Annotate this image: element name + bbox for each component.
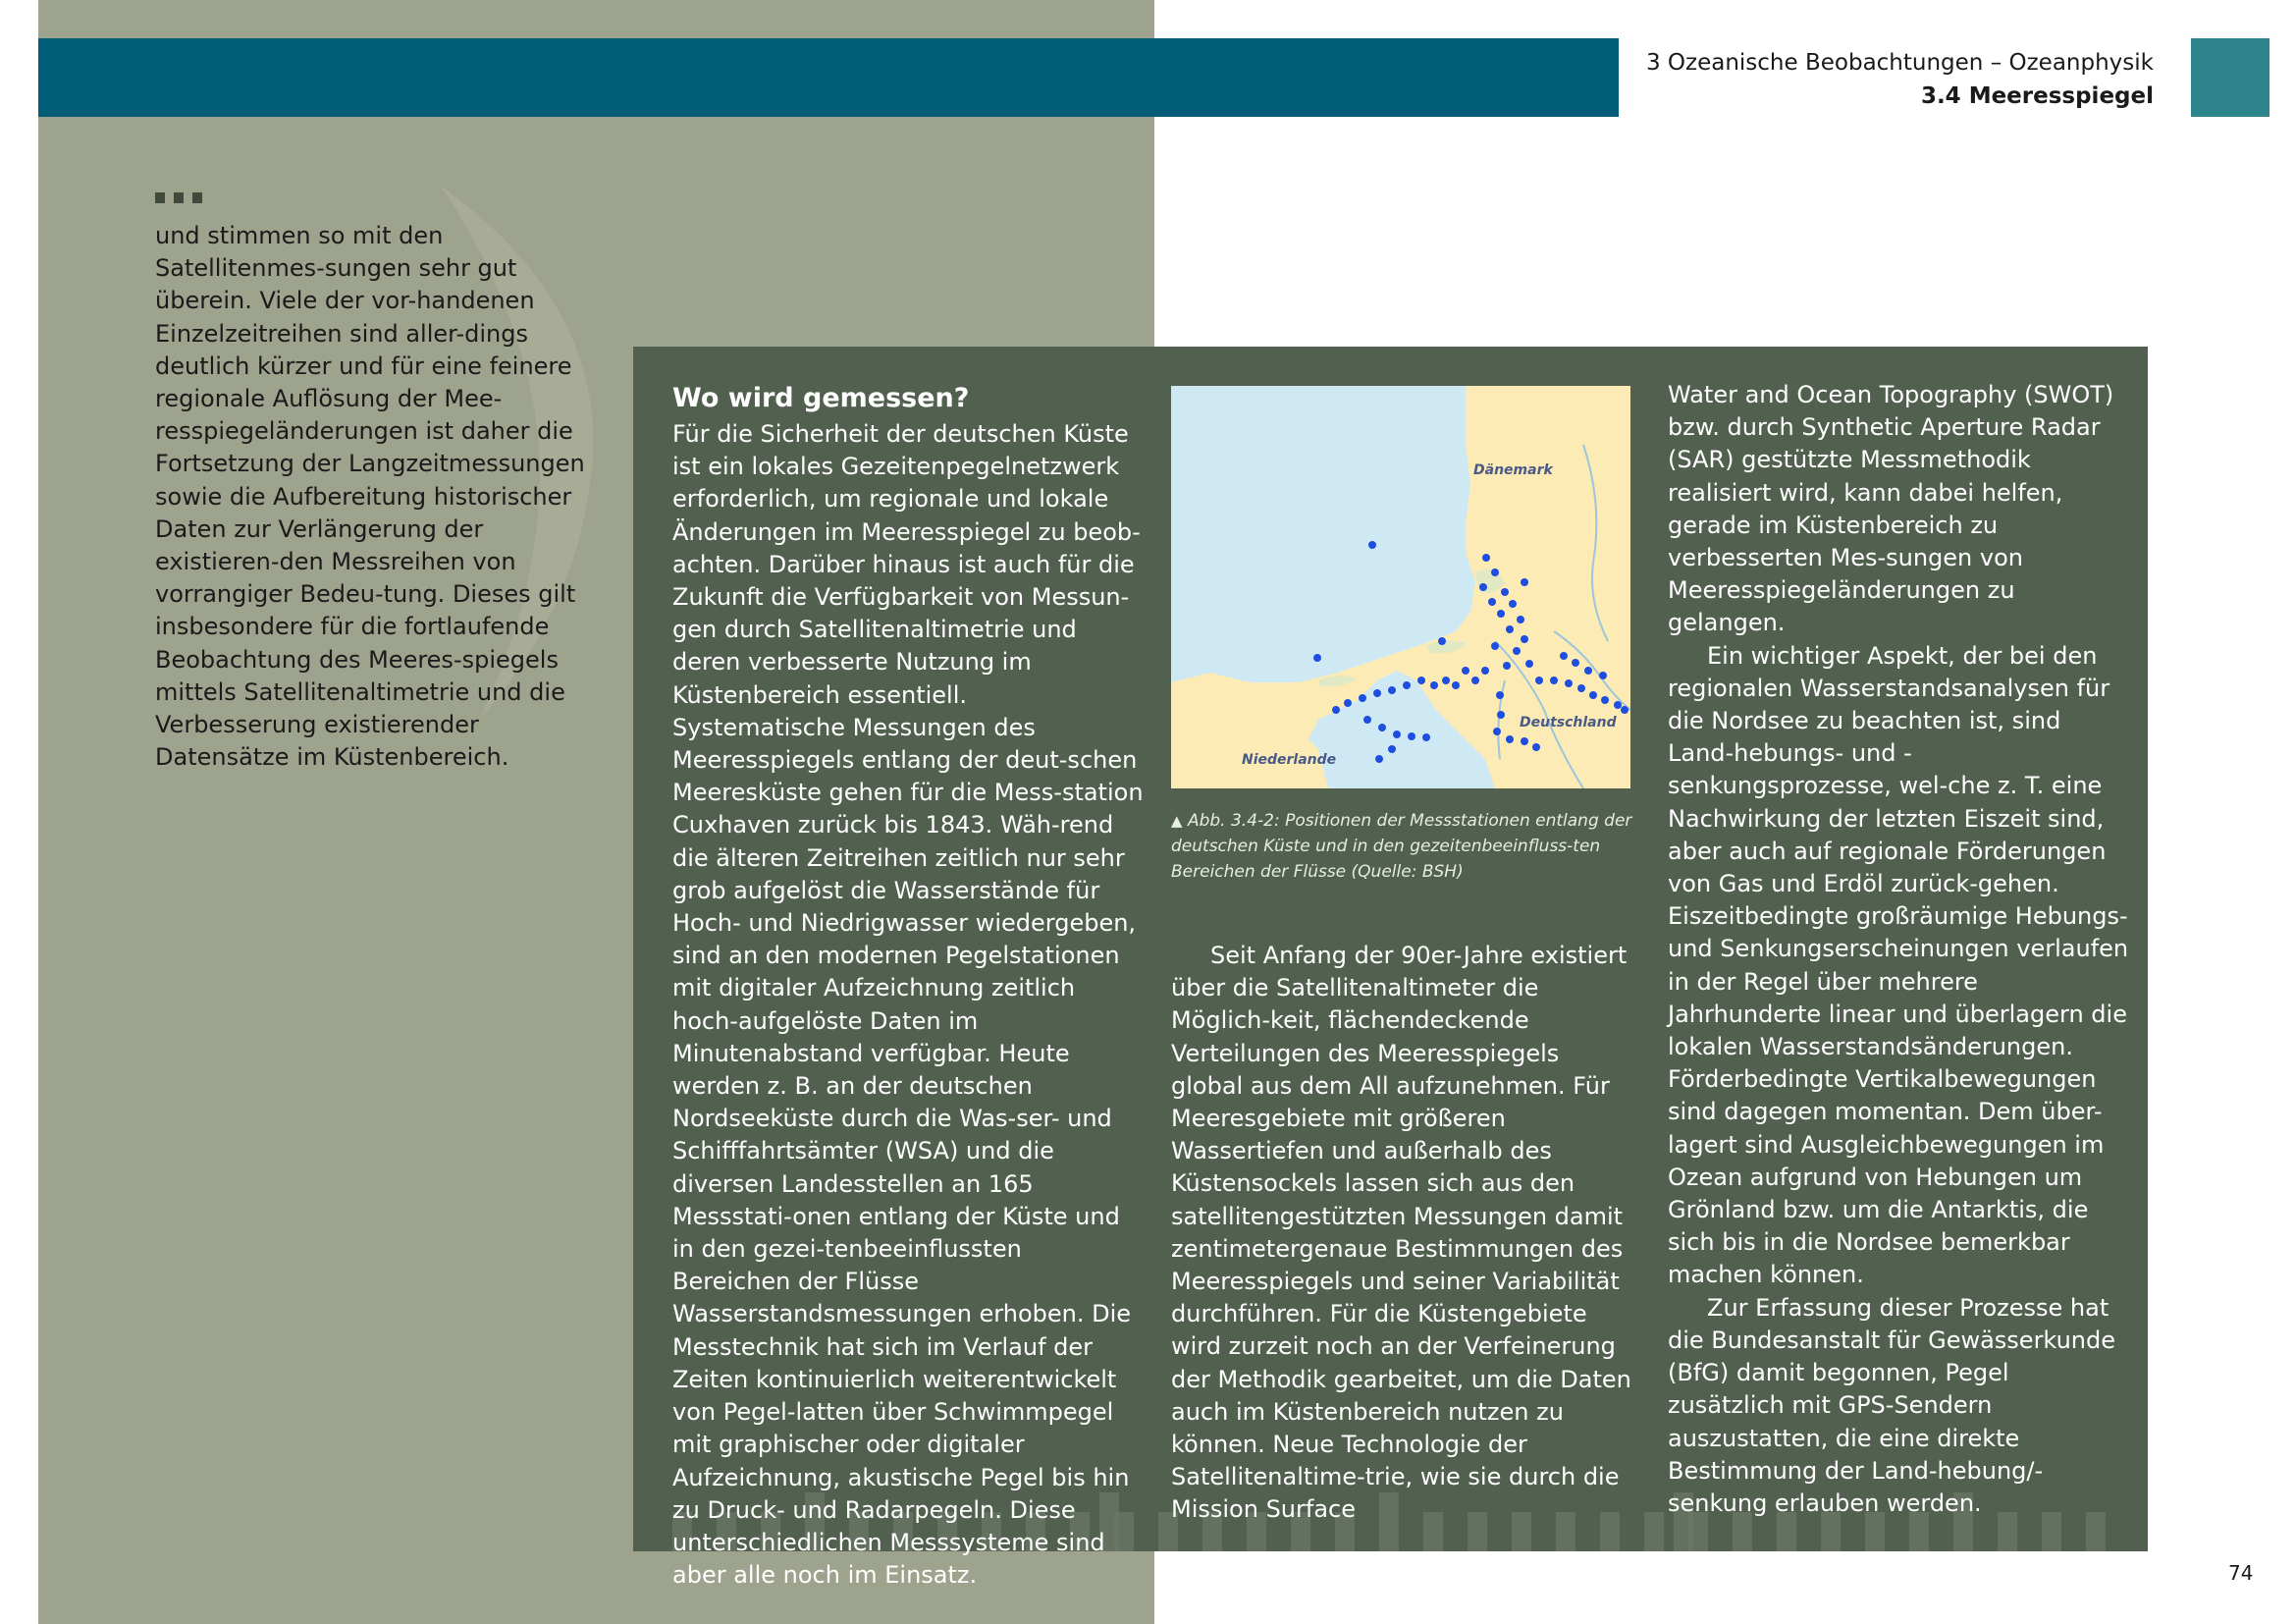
ellipsis-squares-icon — [155, 192, 202, 203]
sea-area — [1171, 386, 1475, 682]
section-title: 3.4 Meeresspiegel — [1920, 83, 2154, 109]
box-col1-paragraph: Für die Sicherheit der deutschen Küste ist ein lokales Gezeitenpegelnetzwerk erforderlich, um regionale und lokale Änderungen im Meeresspiegel zu beob-achten. Darüber hinaus ist auch für die Zukunft die Verfügbarkeit von Messun-gen durch Satellitenaltimetrie und deren verbesserte Nutzung im Küstenbereich essentiell. Systematische Messungen des Meeresspiegels entlang der deut-schen Meeresküste gehen für die Mess-station Cuxhaven zurück bis 1843. Wäh-rend die älteren Zeitreihen zeitlich nur sehr grob aufgelöst die Wasserstände für Hoch- und Niedrigwasser wiedergeben, sind an den modernen Pegelstationen mit digitaler Aufzeichnung zeitlich hoch-aufgelöste Daten im Minutenabstand verfügbar. Heute werden z. B. an der deutschen Nordseeküste durch die Was-ser- und Schifffahrtsämter (WSA) und die diversen Landesstellen an 165 Messstati-onen entlang der Küste und in den gezei-tenbeeinflussten Bereichen der Flüsse Wasserstandsmessungen erhoben. Die Messtechnik hat sich im Verlauf der Zeiten kontinuierlich weiterentwickelt von Pegel-latten über Schwimmpegel mit graphischer oder digitaler Aufzeichnung, akustische Pegel bis hin zu Druck- und Radarpegeln. Diese unterschiedlichen Messsysteme sind aber alle noch im Einsatz. — [672, 420, 1144, 1590]
figure-caption — [1171, 808, 1632, 885]
station-map — [1171, 386, 1630, 788]
corner-accent-square — [2191, 38, 2269, 117]
box-col2-paragraph: Seit Anfang der 90er-Jahre existiert über die Satellitenaltimeter die Möglich-keit, flächendeckende Verteilungen des Meeresspiegels global aus dem All aufzunehmen. Für Meeresgebiete mit größeren Wassertiefen und außerhalb des Küstensockels lassen sich aus den satellitengestützten Messungen damit zentimetergenaue Bestimmungen des Meeresspiegels und seiner Variabilität durchführen. Für die Küstengebiete wird zurzeit noch an der Verfeinerung der Methodik gearbeitet, um die Daten auch im Küstenbereich nutzen zu können. Neue Technologie der Satellitenaltime-trie, wie sie durch die Mission Surface — [1171, 942, 1631, 1524]
map-label-niederlande: Niederlande — [1242, 752, 1337, 768]
box-column-3 — [1668, 379, 2129, 1520]
box-col3-paragraph-2: Ein wichtiger Aspekt, der bei den regionalen Wasserstandsanalysen für die Nordsee zu beachten ist, sind Land-hebungs- und -senkungsprozesse, wel-che z. T. eine Nachwirkung der letzten Eiszeit sind, aber auch auf regionale Förderungen von Gas und Erdöl zurück-gehen. Eiszeitbedingte großräumige Hebungs- und Senkungserscheinungen verlaufen in der Regel über mehrere Jahrhunderte linear und überlagern die lokalen Wasserstandsänderungen. Förderbedingte Vertikalbewegungen sind dagegen momentan. Dem über-lagert sind Ausgleichbewegungen im Ozean aufgrund von Hebungen um Grönland bzw. um die Antarktis, die sich bis in die Nordsee bemerkbar machen können. — [1668, 641, 2129, 1289]
box-heading: Wo wird gemessen? — [672, 383, 970, 413]
map-label-daenemark: Dänemark — [1473, 462, 1553, 478]
caption-triangle-icon: ▲ — [1171, 812, 1183, 830]
page-number: 74 — [2228, 1561, 2254, 1585]
caption-text: Abb. 3.4-2: Positionen der Messstationen entlang der deutschen Küste und in den gezeitenbeeinfluss-ten Bereichen der Flüsse (Quelle: BSH) — [1171, 811, 1632, 882]
box-col3-paragraph-1: Water and Ocean Topography (SWOT) bzw. durch Synthetic Aperture Radar (SAR) gestützte Messmethodik realisiert wird, kann dabei helfen, gerade im Küstenbereich zu verbesserten Mes-sungen von Meeresspiegeländerungen zu gelangen. — [1668, 381, 2114, 637]
left-column-text: und stimmen so mit den Satellitenmes-sungen sehr gut überein. Viele der vor-handenen Einzelzeitreihen sind aller-dings deutlich kürzer und für eine feinere regionale Auflösung der Mee-resspiegeländerungen ist daher die Fortsetzung der Langzeitmessungen sowie die Aufbereitung historischer Daten zur Verlängerung der existieren-den Messreihen von vorrangiger Bedeu-tung. Dieses gilt insbesondere für die fortlaufende Beobachtung des Meeres-spiegels mittels Satellitenaltimetrie und die Verbesserung existierender Datensätze im Küstenbereich. — [155, 222, 585, 772]
box-col3-paragraph-3: Zur Erfassung dieser Prozesse hat die Bundesanstalt für Gewässerkunde (BfG) damit begonnen, Pegel zusätzlich mit GPS-Sendern auszustatten, die eine direkte Bestimmung der Land-hebung/-senkung erlauben werden. — [1668, 1293, 2116, 1517]
map-label-deutschland: Deutschland — [1520, 715, 1617, 731]
running-header — [1646, 46, 2154, 113]
header-bar — [38, 38, 1619, 117]
box-column-2 — [1171, 940, 1632, 1527]
info-box — [633, 347, 2148, 1590]
chapter-title: 3 Ozeanische Beobachtungen – Ozeanphysik — [1645, 50, 2154, 76]
box-column-1 — [672, 379, 1144, 1592]
